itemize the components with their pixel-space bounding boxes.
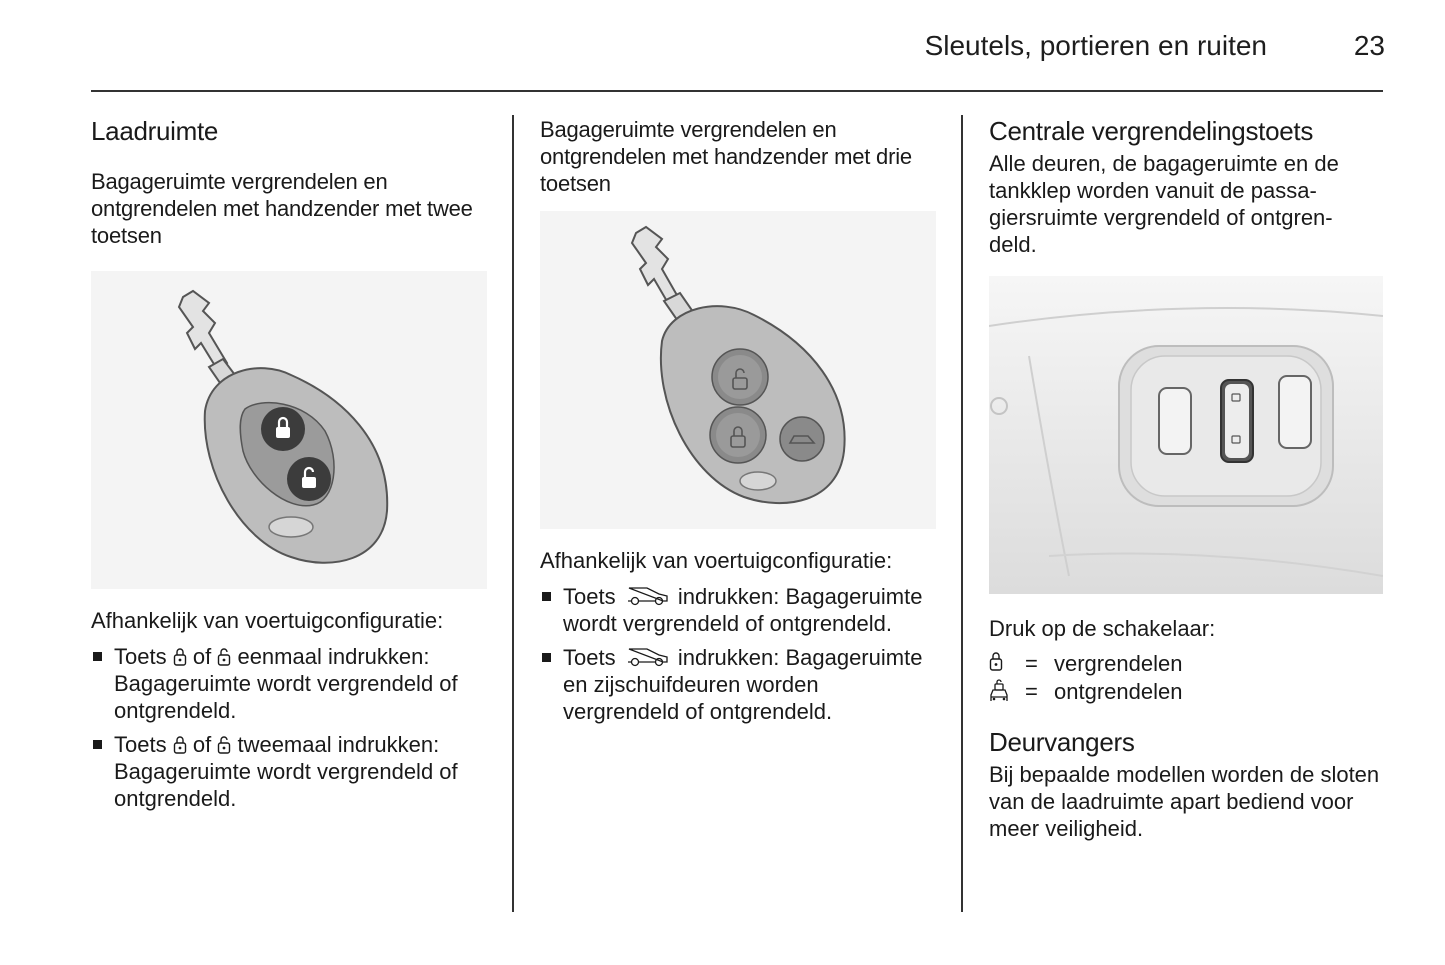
central-locking-body: Alle deuren, de bagageruimte en de tankklep worden vanuit de passagiersruimte vergrendeld of ontgrendeld.: [989, 151, 1339, 257]
deurvangers-body: Bij bepaalde modellen worden de sloten van de laadruimte apart bediend voor meer veiligheid.: [989, 762, 1380, 841]
column-divider-2: [961, 115, 963, 912]
page-number: 23: [1353, 30, 1385, 61]
switch-intro: Druk op de schakelaar:: [989, 616, 1216, 641]
two-button-instructions: [91, 643, 491, 812]
unlock-button-icon: [217, 735, 231, 755]
column-laadruimte: [91, 112, 491, 812]
section-heading-laadruimte: Laadruimte: [91, 116, 219, 146]
bullet-marker: [93, 740, 102, 749]
car-unlock-icon: [989, 679, 1009, 703]
central-locking-switch-illustration: [989, 276, 1383, 594]
bullet-marker: [542, 653, 551, 662]
three-button-key-fob-illustration: [540, 211, 936, 529]
van-button-icon: [625, 585, 669, 607]
list-item: Toets of eenmaal indrukken: Bagageruimte wordt vergrendeld of ontgrendeld.: [91, 643, 491, 724]
legend-unlock-row: = ontgrendelen: [989, 678, 1389, 705]
list-item: Toets indrukken: Bagageruimte en zijschuifdeuren worden vergrendeld of ontgrendeld.: [540, 644, 940, 725]
bullet-marker: [93, 652, 102, 661]
section-heading-deurvangers: Deurvangers: [989, 727, 1135, 757]
lock-button-icon: [173, 647, 187, 667]
unlock-button-icon: [217, 647, 231, 667]
subheading-two-button: Bagageruimte vergrendelen en ontgrendelen met handzender met twee toetsen: [91, 169, 473, 248]
config-intro: Afhankelijk van voertuigconfiguratie:: [540, 548, 893, 573]
column-central-locking: [989, 112, 1389, 842]
list-item: Toets of tweemaal indrukken: Bagageruimte wordt vergrendeld of ontgrendeld.: [91, 731, 491, 812]
section-heading-central-locking: Centrale vergrendelingstoets: [989, 116, 1314, 146]
three-button-instructions: [540, 583, 940, 725]
header-divider: [91, 90, 1383, 92]
two-button-key-fob-illustration: [91, 271, 487, 589]
legend-lock-row: = vergrendelen: [989, 650, 1389, 677]
config-intro: Afhankelijk van voertuigconfiguratie:: [91, 608, 444, 633]
subheading-three-button: Bagageruimte vergrendelen en ontgrendelen met handzender met drie toetsen: [540, 117, 912, 196]
lock-icon: [989, 651, 1003, 672]
lock-button-icon: [173, 735, 187, 755]
bullet-marker: [542, 592, 551, 601]
column-divider-1: [512, 115, 514, 912]
column-three-button: [540, 112, 940, 725]
van-button-icon: [625, 646, 669, 668]
header-title: Sleutels, portieren en ruiten: [924, 30, 1267, 61]
list-item: Toets indrukken: Bagageruimte wordt vergrendeld of ontgrendeld.: [540, 583, 940, 637]
